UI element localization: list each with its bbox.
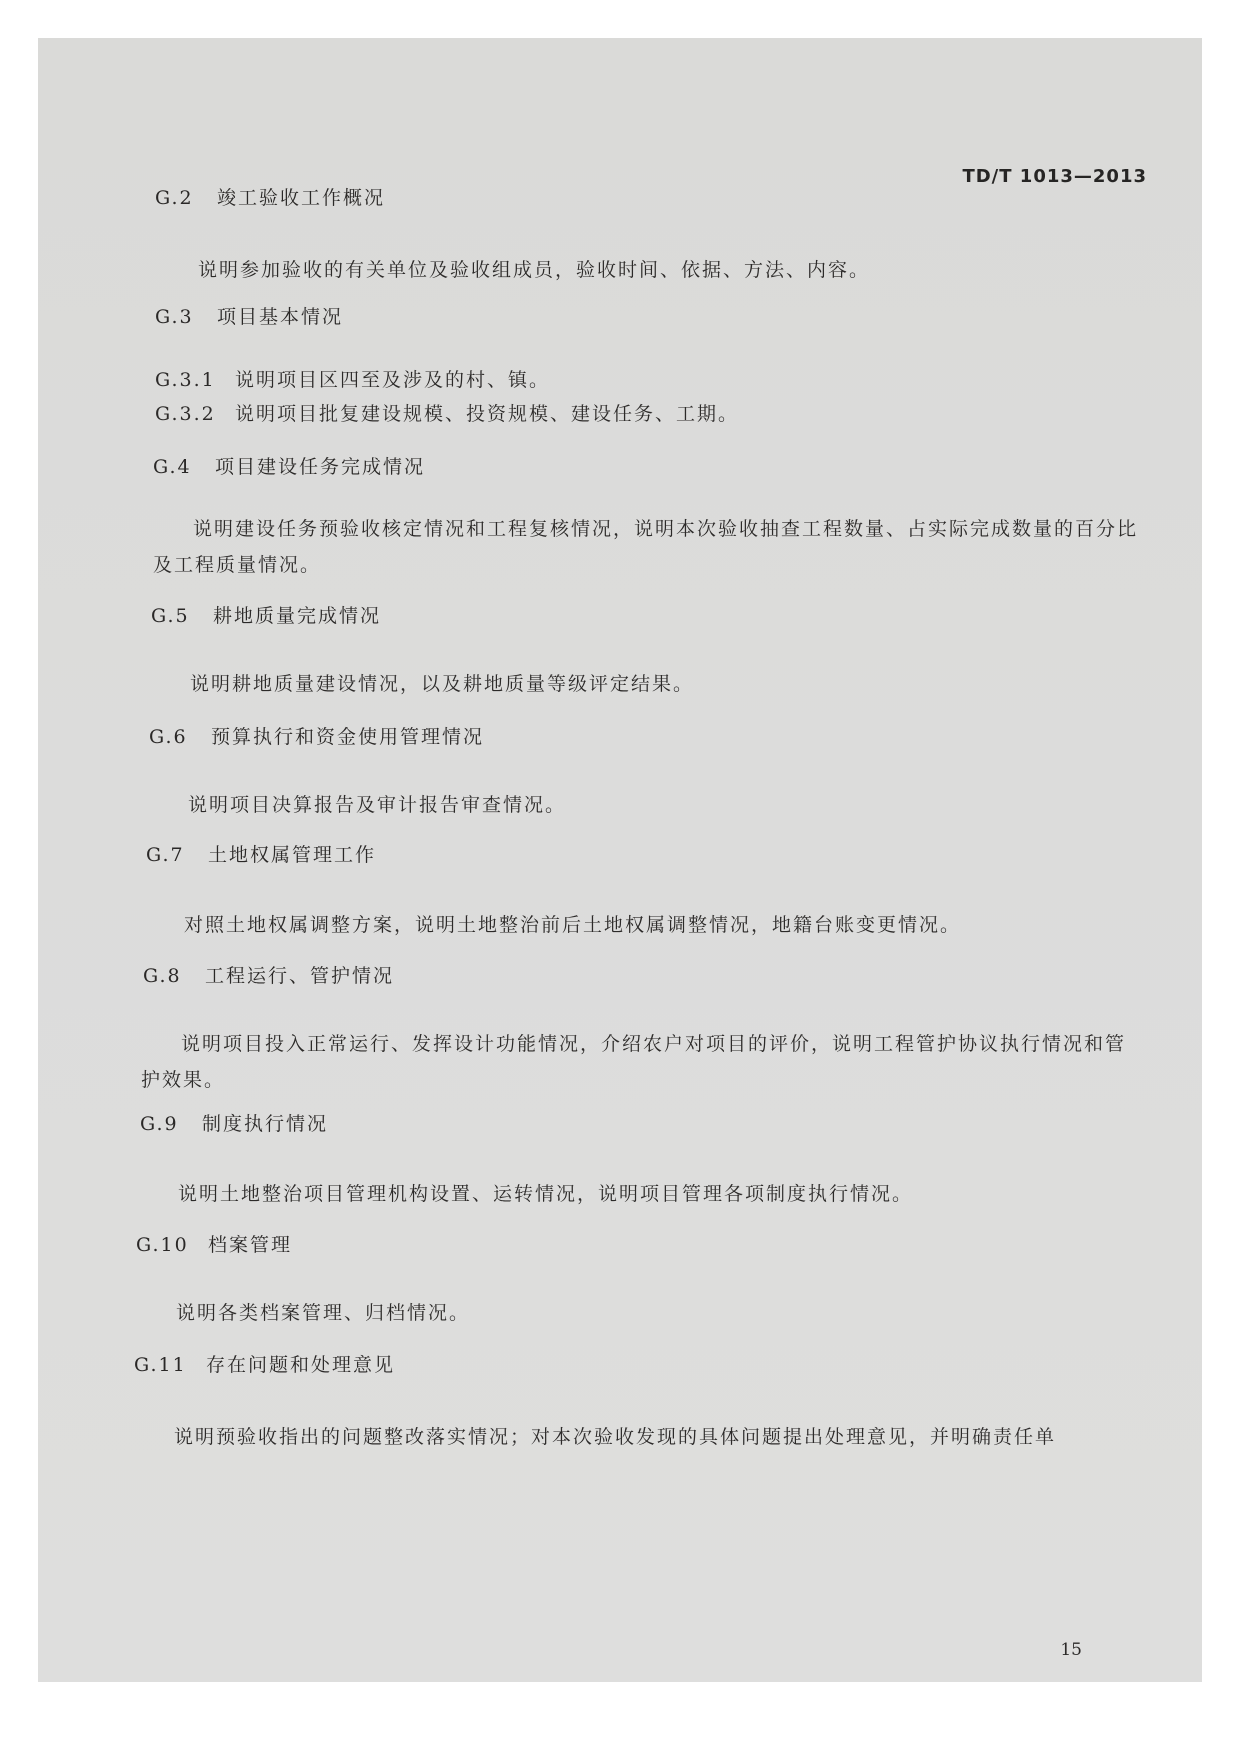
section-number: G.3 [155,306,194,328]
section-title: 竣工验收工作概况 [217,187,386,209]
section-title: 项目建设任务完成情况 [215,456,426,478]
section-heading [155,183,1202,210]
section-number: G.4 [153,456,192,478]
section-paragraph: 说明耕地质量建设情况，以及耕地质量等级评定结果。 [190,673,695,695]
section-heading [136,1230,1202,1257]
section-paragraph: 说明预验收指出的问题整改落实情况；对本次验收发现的具体问题提出处理意见，并明确责任单 [174,1426,1057,1448]
section-number: G.9 [140,1113,179,1135]
page-number: 15 [1060,1640,1082,1660]
section-paragraph: 对照土地权属调整方案，说明土地整治前后土地权属调整情况，地籍台账变更情况。 [184,914,962,936]
section-paragraph: 说明项目投入正常运行、发挥设计功能情况，介绍农户对项目的评价，说明工程管护协议执行情况和管护效果。 [141,1033,1127,1091]
subitem-number: G.3.1 [155,369,216,391]
section-g9 [38,1109,1202,1212]
subitem-text: 说明项目批复建设规模、投资规模、建设任务、工期。 [235,403,740,425]
section-number: G.8 [143,965,182,987]
section-heading [155,302,1202,329]
section-title: 项目基本情况 [217,306,344,328]
section-title: 预算执行和资金使用管理情况 [211,726,485,748]
section-g5 [38,601,1202,702]
section-number: G.10 [136,1234,189,1256]
section-heading [153,452,1202,479]
section-title: 工程运行、管护情况 [205,965,395,987]
section-title: 土地权属管理工作 [208,844,377,866]
section-heading [140,1109,1202,1136]
section-g8 [38,961,1202,1098]
subitem-g3-1 [155,363,1202,397]
section-number: G.7 [146,844,185,866]
section-heading [151,601,1202,628]
section-title: 制度执行情况 [202,1113,329,1135]
subitem-number: G.3.2 [155,403,216,425]
section-g7 [38,840,1202,943]
section-heading [149,722,1202,749]
section-g6 [38,722,1202,823]
section-heading [134,1350,1202,1377]
subitem-g3-2 [155,397,1202,431]
section-paragraph: 说明项目决算报告及审计报告审查情况。 [188,794,567,816]
section-paragraph: 说明建设任务预验收核定情况和工程复核情况，说明本次验收抽查工程数量、占实际完成数量的百分比及工程质量情况。 [153,518,1139,576]
section-g4 [38,452,1202,583]
section-paragraph: 说明土地整治项目管理机构设置、运转情况，说明项目管理各项制度执行情况。 [178,1183,914,1205]
section-g2 [38,183,1202,288]
section-heading [143,961,1202,988]
section-g11 [38,1350,1202,1455]
document-page [38,38,1202,1682]
section-number: G.2 [155,187,194,209]
section-heading [146,840,1202,867]
section-g3 [38,302,1202,431]
section-number: G.5 [151,605,190,627]
section-number: G.6 [149,726,188,748]
section-title: 耕地质量完成情况 [213,605,382,627]
section-title: 档案管理 [208,1234,293,1256]
section-paragraph: 说明各类档案管理、归档情况。 [176,1302,471,1324]
section-g10 [38,1230,1202,1331]
section-paragraph: 说明参加验收的有关单位及验收组成员，验收时间、依据、方法、内容。 [198,259,871,281]
section-title: 存在问题和处理意见 [206,1354,396,1376]
subitem-text: 说明项目区四至及涉及的村、镇。 [235,369,551,391]
standard-code: TD/T 1013—2013 [962,166,1147,187]
section-number: G.11 [134,1354,187,1376]
